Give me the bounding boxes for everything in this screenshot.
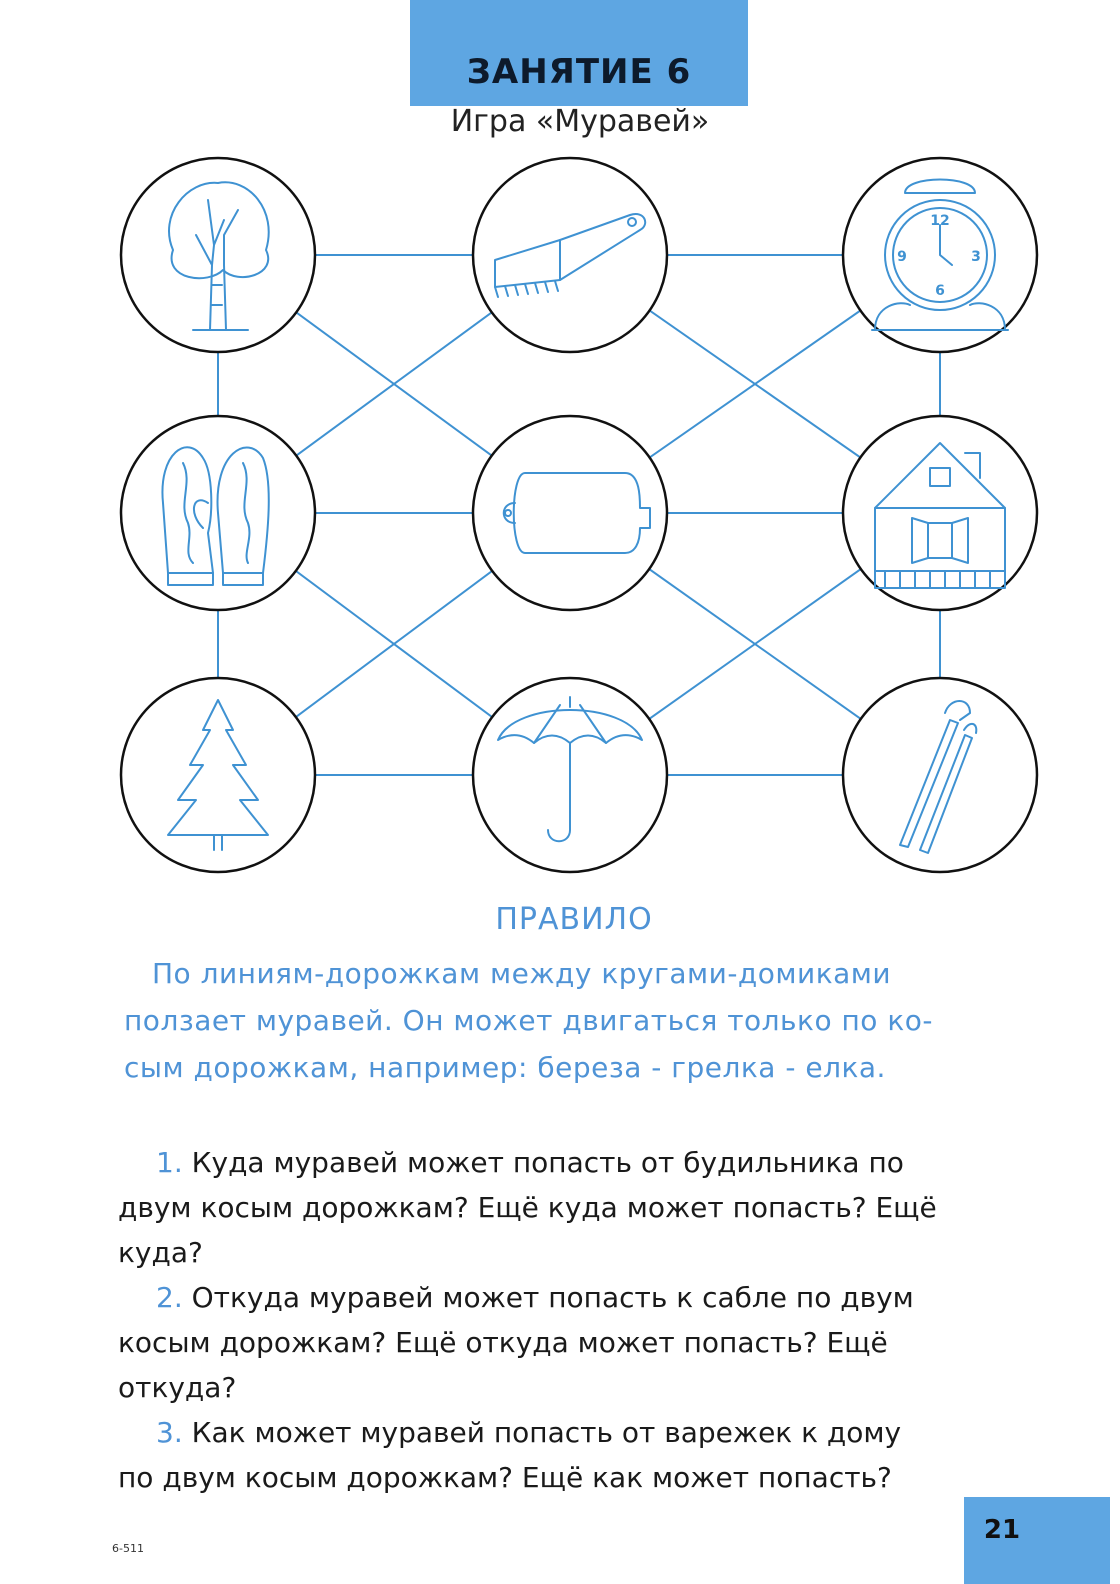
clock-number: 12 bbox=[930, 213, 950, 229]
rule-line: ползает муравей. Он может двигаться только по ко- bbox=[124, 1004, 933, 1037]
clock-number: 3 bbox=[971, 249, 981, 265]
question-2-line: косым дорожкам? Ещё откуда может попасть? Ещё bbox=[118, 1326, 888, 1359]
question-1-line: куда? bbox=[118, 1236, 203, 1269]
game-subtitle: Игра «Муравей» bbox=[450, 104, 710, 139]
rule-line: По линиям-дорожкам между кругами-домиками bbox=[152, 957, 892, 990]
node-circle-brush bbox=[473, 158, 667, 352]
rule-text bbox=[124, 950, 1044, 1091]
lesson-title: ЗАНЯТИЕ 6 bbox=[466, 52, 692, 92]
node-circle-saber bbox=[843, 678, 1037, 872]
question-number: 2. bbox=[156, 1281, 183, 1314]
node-circle-house bbox=[843, 416, 1037, 610]
question-number: 1. bbox=[156, 1146, 183, 1179]
questions-list bbox=[118, 1140, 1028, 1500]
rule-line: сым дорожкам, например: береза - грелка - елка. bbox=[124, 1051, 886, 1084]
question-text: Как может муравей попасть от варежек к дому bbox=[191, 1416, 902, 1449]
question-1-line: двум косым дорожкам? Ещё куда может попасть? Ещё bbox=[118, 1191, 937, 1224]
question-3-line: по двум косым дорожкам? Ещё как может попасть? bbox=[118, 1461, 892, 1494]
question-2-line bbox=[118, 1275, 1028, 1320]
clock-number: 9 bbox=[897, 249, 907, 265]
clock-number: 6 bbox=[935, 283, 945, 299]
question-number: 3. bbox=[156, 1416, 183, 1449]
node-circle-hot-water-bottle bbox=[473, 416, 667, 610]
question-3-line bbox=[118, 1410, 1028, 1455]
rule-heading: ПРАВИЛО bbox=[495, 902, 653, 937]
question-1-line bbox=[118, 1140, 1028, 1185]
node-circle-birch bbox=[121, 158, 315, 352]
question-2-line: откуда? bbox=[118, 1371, 237, 1404]
print-code: 6-511 bbox=[112, 1542, 144, 1555]
question-text: Куда муравей может попасть от будильника по bbox=[191, 1146, 904, 1179]
node-circle-fir bbox=[121, 678, 315, 872]
page-number: 21 bbox=[983, 1515, 1021, 1545]
question-text: Откуда муравей может попасть к сабле по двум bbox=[191, 1281, 914, 1314]
